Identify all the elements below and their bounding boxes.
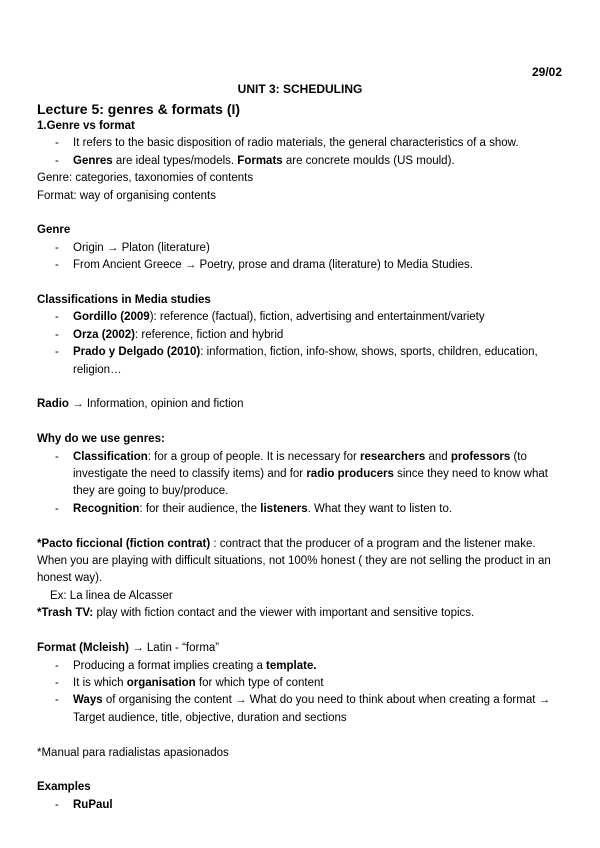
section-classifications-heading: Classifications in Media studies [37,294,211,307]
text: are ideal types/models. [112,154,238,167]
genre-vs-format-list [37,135,565,170]
format-definition: Format: way of organising contents [37,189,216,202]
list-item [37,675,565,692]
list-item [37,658,565,675]
bold-term: Radio [37,398,69,411]
bold-term: Formats [237,154,283,167]
bold-term: Recognition [73,502,140,515]
bold-term: researchers [360,450,426,463]
text: : information, fiction, info-show, shows, sports, children, education, religion… [73,346,538,376]
list-item [37,344,565,379]
examples-list [37,797,565,814]
radio-line [37,396,565,413]
text: for which type of content [195,676,324,689]
list-item [37,797,565,814]
text: of organising the content → What do you need to think about when creating a format → Target audience, title, objective, duration and sections [73,694,551,724]
lecture-title: Lecture 5: genres & formats (I) [37,101,241,117]
list-item [37,327,565,344]
bold-term: Gordillo (2009 [73,311,150,324]
text: → Information, opinion and fiction [68,398,244,411]
section-examples-heading: Examples [37,781,91,794]
text: ): reference (factual), fiction, advertising and entertainment/variety [149,311,485,324]
bold-term: organisation [126,676,196,689]
bold-term: listeners [260,502,308,515]
bold-term: Genres [73,154,113,167]
list-item-text: It refers to the basic disposition of radio materials, the general characteristics of a show. [73,137,519,150]
text: play with fiction contact and the viewer with important and sensitive topics. [93,607,475,620]
why-list [37,449,565,519]
text: . What they want to listen to. [307,502,453,515]
list-item-text: From Ancient Greece → Poetry, prose and drama (literature) to Media Studies. [73,259,473,272]
notes-body [37,100,565,814]
trash-tv-line [37,605,565,622]
list-item [37,309,565,326]
text: and [425,450,451,463]
bold-term: Ways [73,694,103,707]
text: It is which [73,676,127,689]
list-item [37,257,565,274]
bold-term: *Pacto ficcional (fiction contrat) [37,537,211,550]
bold-term: template. [266,659,317,672]
bold-term: Format (Mcleish) [37,642,130,655]
genre-list [37,240,565,275]
example-line: Ex: La linea de Alcasser [50,589,173,602]
genre-definition: Genre: categories, taxonomies of contents [37,172,254,185]
section-format-heading [37,640,565,657]
pacto-ficcional-paragraph [37,536,565,588]
unit-title: UNIT 3: SCHEDULING [237,82,363,96]
text: : reference, fiction and hybrid [135,328,284,341]
list-item [37,501,565,518]
date: 29/02 [531,65,562,79]
bold-term: RuPaul [73,798,113,811]
classifications-list [37,309,565,379]
list-item [37,240,565,257]
bold-term: Prado y Delgado (2010) [73,346,201,359]
list-item [37,153,565,170]
bold-term: radio producers [306,468,394,481]
list-item-text: Origin → Platon (literature) [73,241,210,254]
text: (to investigate the need to classify items) and for [73,450,527,481]
section-why-heading: Why do we use genres: [37,433,165,446]
format-list [37,658,565,728]
text: → Latin - “forma” [129,642,220,655]
bold-term: Orza (2002) [73,328,136,341]
text: : contract that the producer of a program and the listener make. When you are playing with difficult situations, not 100% honest ( they are not selling the product in an honest way). [37,537,551,585]
text: Producing a format implies creating a [73,659,267,672]
text: since they need to know what they are going to buy/produce. [73,468,548,498]
bold-term: *Trash TV: [37,607,94,620]
text: : for their audience, the [139,502,261,515]
list-item [37,135,565,152]
list-item [37,449,565,501]
section-genre-heading: Genre [37,224,71,237]
text: : for a group of people. It is necessary for [147,450,361,463]
list-item [37,692,565,727]
manual-reference: *Manual para radialistas apasionados [37,746,229,759]
bold-term: Classification [73,450,148,463]
section-genre-vs-format-heading: 1.Genre vs format [37,120,135,132]
text: are concrete moulds (US mould). [282,154,455,167]
bold-term: professors [450,450,511,463]
